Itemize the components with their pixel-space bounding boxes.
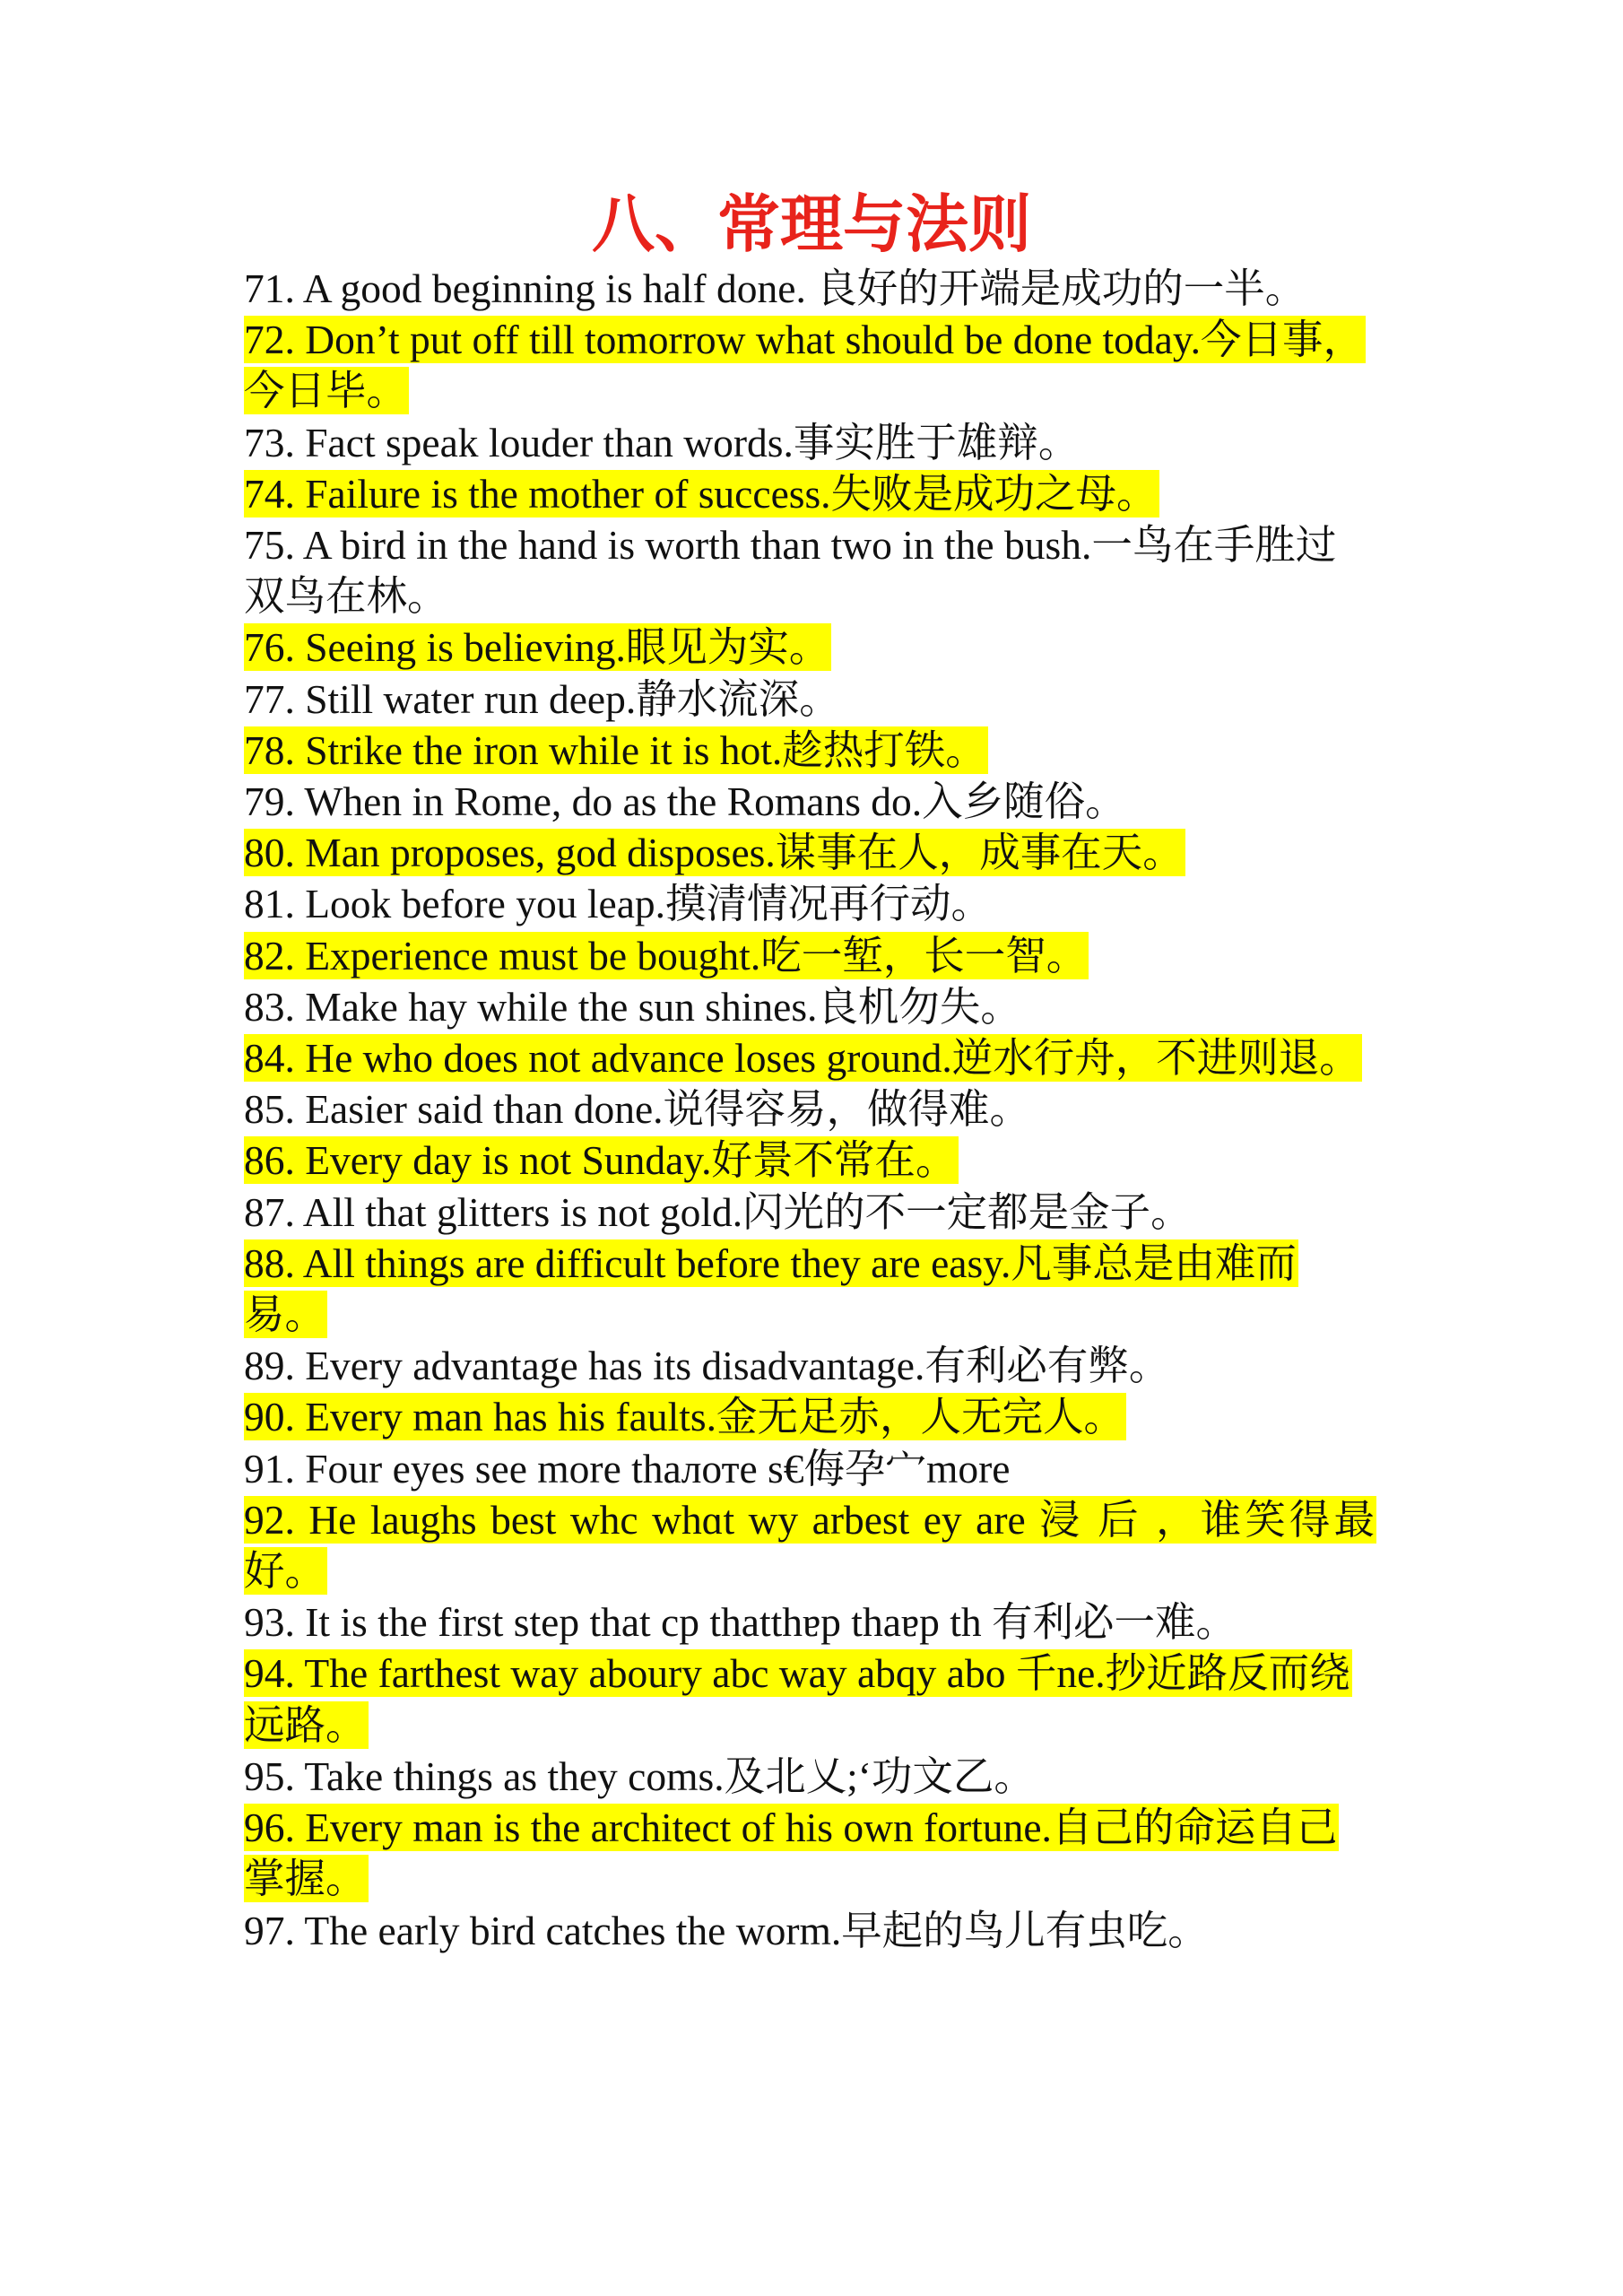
page-title: 八、常理与法则 bbox=[592, 187, 1031, 261]
proverb-text: 79. When in Rome, do as the Romans do.入乡随俗。 bbox=[244, 778, 1126, 825]
proverb-item bbox=[244, 1443, 1376, 1494]
proverb-text: 96. Every man is the architect of his own fortune.自己的命运自己掌握。 bbox=[244, 1805, 1338, 1902]
proverb-text: 71. A good beginning is half done. 良好的开端是成功的一半。 bbox=[244, 265, 1306, 311]
highlighted-proverb-item bbox=[244, 1494, 1376, 1596]
highlighted-proverb-item bbox=[244, 314, 1376, 416]
proverb-item bbox=[244, 1187, 1376, 1238]
proverb-text: 72. Don’t put off till tomorrow what should be done today.今日事，今日毕。 bbox=[244, 317, 1365, 414]
proverb-text: 85. Easier said than done.说得容易，做得难。 bbox=[244, 1086, 1031, 1133]
proverb-item bbox=[244, 263, 1376, 314]
proverb-text: 81. Look before you leap.摸清情况再行动。 bbox=[244, 881, 993, 927]
proverb-text: 78. Strike the iron while it is hot.趁热打铁。 bbox=[244, 726, 986, 773]
proverb-text: 82. Experience must be bought.吃一堑，长一智。 bbox=[244, 932, 1088, 978]
proverb-item bbox=[244, 1905, 1376, 1956]
proverb-item bbox=[244, 981, 1376, 1032]
proverb-text: 89. Every advantage has its disadvantage.有利必有弊。 bbox=[244, 1343, 1170, 1389]
proverb-text: 84. He who does not advance loses ground.逆水行舟，不进则退。 bbox=[244, 1035, 1360, 1082]
proverb-text: 93. It is the first step that cp thatthɐp thaɐp th 有利必一难。 bbox=[244, 1599, 1237, 1646]
proverb-text: 91. Four eyes see more thaлоте s€侮孕宀more bbox=[244, 1445, 1011, 1492]
proverb-text: 94. The farthest way aboury abc way abqy abo 千ne.抄近路反而绕远路。 bbox=[244, 1650, 1350, 1748]
proverb-text: 86. Every day is not Sunday.好景不常在。 bbox=[244, 1137, 957, 1184]
proverb-item bbox=[244, 1083, 1376, 1135]
proverb-list bbox=[244, 263, 1376, 1956]
proverb-text: 75. A bird in the hand is worth than two in the bush.一鸟在手胜过双鸟在林。 bbox=[244, 522, 1337, 620]
proverb-text: 92. He laughs best whc whɑt wy arbest ey are 浸 后 ，谁笑得最好。 bbox=[244, 1496, 1375, 1595]
proverb-text: 74. Failure is the mother of success.失败是成功之母。 bbox=[244, 470, 1158, 517]
highlighted-proverb-item bbox=[244, 622, 1376, 673]
proverb-text: 73. Fact speak louder than words.事实胜于雄辩。 bbox=[244, 419, 1080, 465]
proverb-text: 97. The early bird catches the worm.早起的鸟儿有虫吃。 bbox=[244, 1907, 1209, 1953]
highlighted-proverb-item bbox=[244, 930, 1376, 981]
proverb-text: 90. Every man has his faults.金无足赤，人无完人。 bbox=[244, 1394, 1124, 1440]
proverb-item bbox=[244, 417, 1376, 468]
proverb-text: 95. Take things as they coms.及北乂;ʻ功文乙。 bbox=[244, 1752, 1035, 1799]
proverb-item bbox=[244, 1751, 1376, 1802]
highlighted-proverb-item bbox=[244, 1032, 1376, 1083]
highlighted-proverb-item bbox=[244, 1135, 1376, 1186]
proverb-text: 88. All things are difficult before they are easy.凡事总是由难而易。 bbox=[244, 1239, 1297, 1338]
highlighted-proverb-item bbox=[244, 468, 1376, 519]
highlighted-proverb-item bbox=[244, 1391, 1376, 1442]
proverb-item bbox=[244, 674, 1376, 725]
proverb-text: 83. Make hay while the sun shines.良机勿失。 bbox=[244, 983, 1021, 1030]
proverb-text: 77. Still water run deep.静水流深。 bbox=[244, 675, 840, 722]
proverb-text: 80. Man proposes, god disposes.谋事在人，成事在天。 bbox=[244, 830, 1184, 876]
highlighted-proverb-item bbox=[244, 1648, 1376, 1750]
proverb-item bbox=[244, 1340, 1376, 1391]
highlighted-proverb-item bbox=[244, 827, 1376, 878]
proverb-item bbox=[244, 878, 1376, 929]
proverb-item bbox=[244, 519, 1376, 622]
proverb-text: 76. Seeing is believing.眼见为实。 bbox=[244, 624, 830, 671]
highlighted-proverb-item bbox=[244, 1802, 1376, 1904]
proverb-text: 87. All that glitters is not gold.闪光的不一定都是金子。 bbox=[244, 1188, 1192, 1235]
proverb-item bbox=[244, 776, 1376, 827]
highlighted-proverb-item bbox=[244, 1238, 1376, 1340]
highlighted-proverb-item bbox=[244, 725, 1376, 776]
proverb-item bbox=[244, 1596, 1376, 1648]
